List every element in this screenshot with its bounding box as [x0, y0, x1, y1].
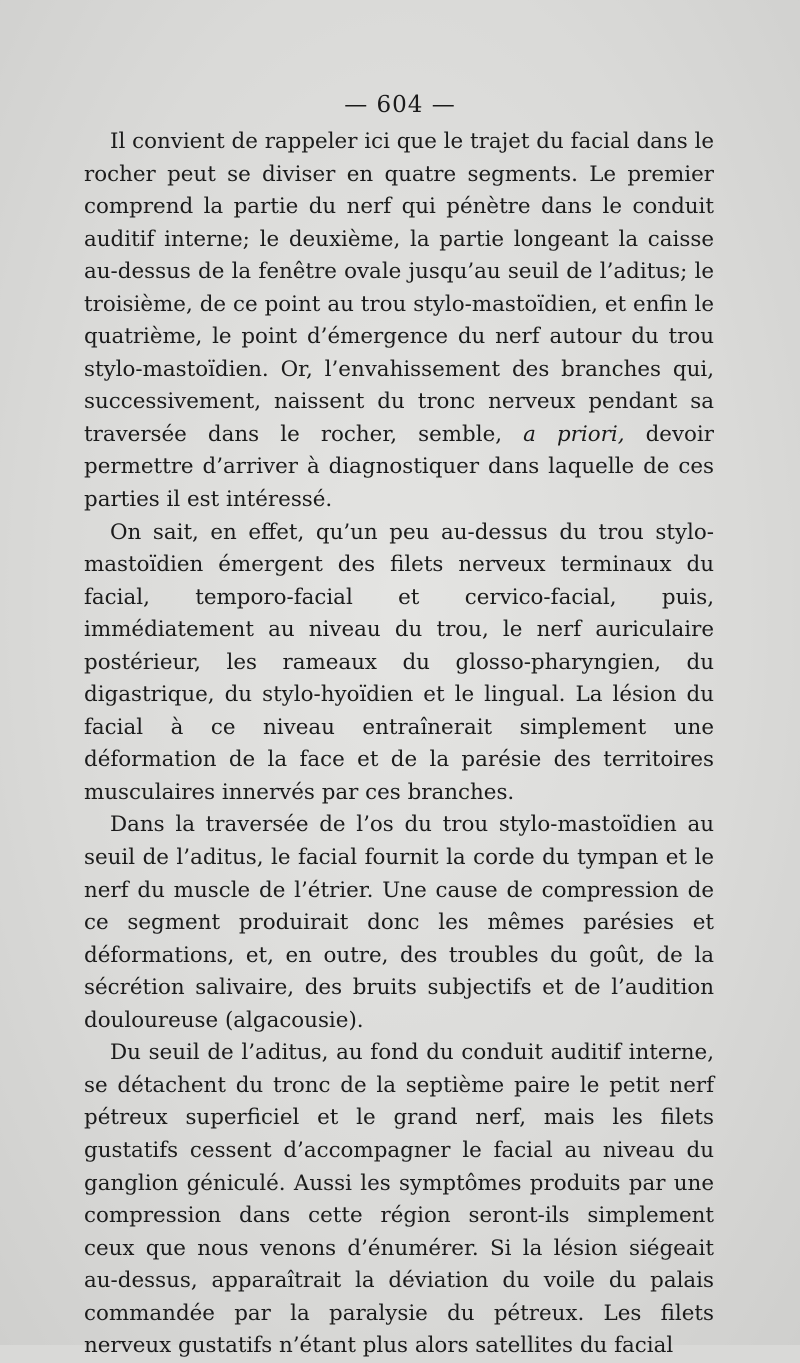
paragraph-3: Dans la traversée de l’os du trou stylo-mastoïdien au seuil de l’aditus, le facial fournit la corde du tympan et le nerf du muscle de l’étrier. Une cause de compression de ce segment produirait donc les mêmes parésies et déformations, et, en outre, des troubles du goût, de la sécrétion salivaire, des bruits subjectifs et de l’audition douloureuse (algacousie).	[84, 812, 714, 1033]
body-text	[84, 126, 714, 1363]
paragraph-4: Du seuil de l’aditus, au fond du conduit auditif interne, se détachent du tronc de la septième paire le petit nerf pétreux superficiel et le grand nerf, mais les filets gustatifs cessent d’accompagner le facial au niveau du ganglion géniculé. Aussi les symptômes produits par une compression dans cette région seront-ils simplement ceux que nous venons d’énumérer. Si la lésion siégeait au-dessus, apparaîtrait la déviation du voile du palais commandée par la paralysie du pétreux. Les filets nerveux gustatifs n’étant plus alors satellites du facial	[84, 1040, 714, 1359]
page-number: — 604 —	[344, 92, 456, 118]
paragraph-1	[84, 126, 714, 517]
paragraph-1-text: Il convient de rappeler ici que le trajet du facial dans le rocher peut se diviser en quatre segments. Le premier comprend la partie du nerf qui pénètre dans le conduit auditif interne; le deuxième, la partie longeant la caisse au-dessus de la fenêtre ovale jusqu’au seuil de l’aditus; le troisième, de ce point au trou stylo-mastoïdien, et enfin le quatrième, le point d’émergence du nerf autour du trou stylo-mastoïdien. Or, l’envahissement des branches qui, successivement, naissent du tronc nerveux pendant sa traversée dans le rocher, semble,	[84, 129, 714, 447]
paragraph-2: On sait, en effet, qu’un peu au-dessus du trou stylo-mastoïdien émergent des filets nerveux terminaux du facial, temporo-facial et cervico-facial, puis, immédiatement au niveau du trou, le nerf auriculaire postérieur, les rameaux du glosso-pharyngien, du digastrique, du stylo-hyoïdien et le lingual. La lésion du facial à ce niveau entraînerait simplement une déformation de la face et de la parésie des territoires musculaires innervés par ces branches.	[84, 519, 714, 805]
italic-phrase: a priori,	[523, 421, 625, 447]
paragraph-1-text-end: devoir permettre d’arriver à diagnostiquer dans laquelle de ces parties il est intéressé.	[84, 421, 714, 513]
